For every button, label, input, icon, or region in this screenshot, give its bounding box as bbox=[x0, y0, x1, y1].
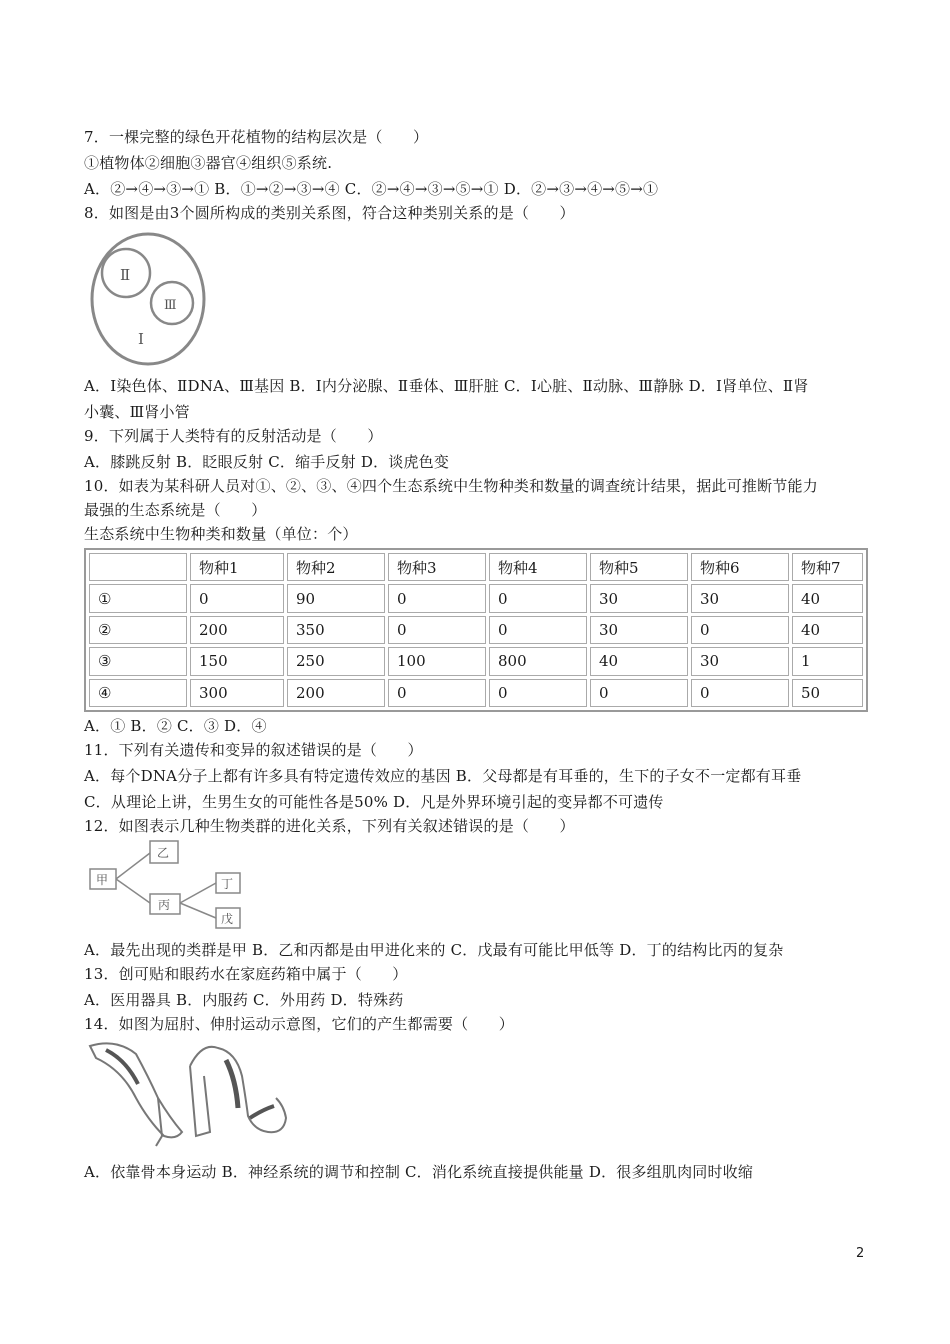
q12-options: A．最先出现的类群是甲 B．乙和丙都是由甲进化来的 C．戊最有可能比甲低等 D．丁的结构比丙的复杂 bbox=[84, 941, 784, 959]
q9-stem: 9．下列属于人类特有的反射活动是（ ） bbox=[84, 427, 383, 445]
q10-stem-line2: 最强的生态系统是（ ） bbox=[84, 501, 267, 519]
page-number: 2 bbox=[856, 1246, 865, 1261]
q7-stem: 7．一棵完整的绿色开花植物的结构层次是（ ） bbox=[84, 128, 429, 146]
q7-items: ①植物体②细胞③器官④组织⑤系统. bbox=[84, 154, 333, 172]
table-cell: 300 bbox=[190, 679, 284, 707]
table-cell: 40 bbox=[792, 616, 863, 644]
outer-circle bbox=[92, 234, 204, 364]
table-header-cell: 物种2 bbox=[287, 553, 385, 581]
table-cell: 30 bbox=[590, 584, 688, 612]
ecosystem-table bbox=[84, 548, 868, 712]
table-row bbox=[89, 584, 863, 612]
table-header-row bbox=[89, 553, 863, 581]
table-cell: 200 bbox=[190, 616, 284, 644]
q12-evolution-diagram bbox=[88, 838, 248, 930]
q7-options: A．②→④→③→① B．①→②→③→④ C．②→④→③→⑤→① D．②→③→④→⑤→① bbox=[84, 180, 659, 198]
label-i: Ⅰ bbox=[138, 330, 144, 348]
table-cell: 40 bbox=[590, 647, 688, 675]
q14-elbow-illustration bbox=[86, 1036, 292, 1150]
branch-line bbox=[116, 853, 150, 879]
q9-options: A．膝跳反射 B．眨眼反射 C．缩手反射 D．谈虎色变 bbox=[84, 453, 450, 471]
table-cell: 30 bbox=[691, 647, 789, 675]
table-header-cell bbox=[89, 553, 187, 581]
q12-stem: 12．如图表示几种生物类群的进化关系，下列有关叙述错误的是（ ） bbox=[84, 817, 575, 835]
table-cell: 0 bbox=[489, 584, 587, 612]
q13-options: A．医用器具 B．内服药 C．外用药 D．特殊药 bbox=[84, 991, 404, 1009]
table-row bbox=[89, 647, 863, 675]
table-header-cell: 物种3 bbox=[388, 553, 486, 581]
q8-circle-diagram bbox=[86, 228, 210, 370]
table-cell: ④ bbox=[89, 679, 187, 707]
table-cell: 0 bbox=[590, 679, 688, 707]
table-cell: 1 bbox=[792, 647, 863, 675]
q10-stem-line1: 10．如表为某科研人员对①、②、③、④四个生态系统中生物种类和数量的调查统计结果，据此可推断节能力 bbox=[84, 477, 818, 495]
table-cell: 350 bbox=[287, 616, 385, 644]
q8-stem: 8．如图是由3个圆所构成的类别关系图，符合这种类别关系的是（ ） bbox=[84, 204, 575, 222]
table-cell: 0 bbox=[691, 679, 789, 707]
q10-options: A．① B．② C．③ D．④ bbox=[84, 717, 267, 735]
q14-stem: 14．如图为屈肘、伸肘运动示意图，它们的产生都需要（ ） bbox=[84, 1015, 514, 1033]
table-header-cell: 物种6 bbox=[691, 553, 789, 581]
biceps bbox=[226, 1060, 238, 1108]
table-cell: 0 bbox=[388, 616, 486, 644]
table-cell: 0 bbox=[190, 584, 284, 612]
table-cell: ③ bbox=[89, 647, 187, 675]
q11-options-line1: A．每个DNA分子上都有许多具有特定遗传效应的基因 B．父母都是有耳垂的，生下的子女不一定都有耳垂 bbox=[84, 767, 802, 785]
lower-bone bbox=[190, 1066, 210, 1136]
table-header-cell: 物种4 bbox=[489, 553, 587, 581]
label-jia: 甲 bbox=[96, 873, 109, 887]
table-cell: 200 bbox=[287, 679, 385, 707]
table-cell: 40 bbox=[792, 584, 863, 612]
q13-stem: 13．创可贴和眼药水在家庭药箱中属于（ ） bbox=[84, 965, 408, 983]
table-cell: 0 bbox=[388, 679, 486, 707]
table-row bbox=[89, 679, 863, 707]
label-ii: Ⅱ bbox=[120, 266, 131, 284]
table-cell: 30 bbox=[691, 584, 789, 612]
table-cell: 150 bbox=[190, 647, 284, 675]
table-cell: ① bbox=[89, 584, 187, 612]
forearm-bone bbox=[156, 1098, 162, 1146]
branch-line bbox=[116, 879, 150, 903]
branch-line bbox=[180, 883, 216, 903]
table-cell: ② bbox=[89, 616, 187, 644]
label-wu: 戊 bbox=[221, 912, 234, 926]
q8-options-line1: A．Ⅰ染色体、ⅡDNA、Ⅲ基因 B．Ⅰ内分泌腺、Ⅱ垂体、Ⅲ肝脏 C．Ⅰ心脏、Ⅱ动脉、Ⅲ静脉 D．Ⅰ肾单位、Ⅱ肾 bbox=[84, 377, 809, 395]
label-yi: 乙 bbox=[157, 846, 170, 860]
table-header-cell: 物种1 bbox=[190, 553, 284, 581]
table-cell: 0 bbox=[388, 584, 486, 612]
upper-arm-outline bbox=[90, 1043, 182, 1137]
label-ding: 丁 bbox=[221, 877, 234, 891]
q11-options-line2: C．从理论上讲，生男生女的可能性各是50% D．凡是外界环境引起的变异都不可遗传 bbox=[84, 793, 664, 811]
table-cell: 90 bbox=[287, 584, 385, 612]
q14-options: A．依靠骨本身运动 B．神经系统的调节和控制 C．消化系统直接提供能量 D．很多组肌肉同时收缩 bbox=[84, 1163, 754, 1181]
q8-options-line2: 小囊、Ⅲ肾小管 bbox=[84, 403, 190, 421]
table-cell: 0 bbox=[489, 616, 587, 644]
table-header-cell: 物种7 bbox=[792, 553, 863, 581]
table-cell: 50 bbox=[792, 679, 863, 707]
forearm-muscle bbox=[250, 1106, 274, 1118]
q10-table-caption: 生态系统中生物种类和数量（单位：个） bbox=[84, 525, 358, 543]
table-cell: 100 bbox=[388, 647, 486, 675]
table-cell: 250 bbox=[287, 647, 385, 675]
table-cell: 30 bbox=[590, 616, 688, 644]
q11-stem: 11．下列有关遗传和变异的叙述错误的是（ ） bbox=[84, 741, 423, 759]
table-header-cell: 物种5 bbox=[590, 553, 688, 581]
label-bing: 丙 bbox=[158, 898, 171, 912]
table-row bbox=[89, 616, 863, 644]
label-iii: Ⅲ bbox=[164, 298, 177, 313]
table-cell: 800 bbox=[489, 647, 587, 675]
branch-line bbox=[180, 903, 216, 918]
table-cell: 0 bbox=[489, 679, 587, 707]
table-cell: 0 bbox=[691, 616, 789, 644]
